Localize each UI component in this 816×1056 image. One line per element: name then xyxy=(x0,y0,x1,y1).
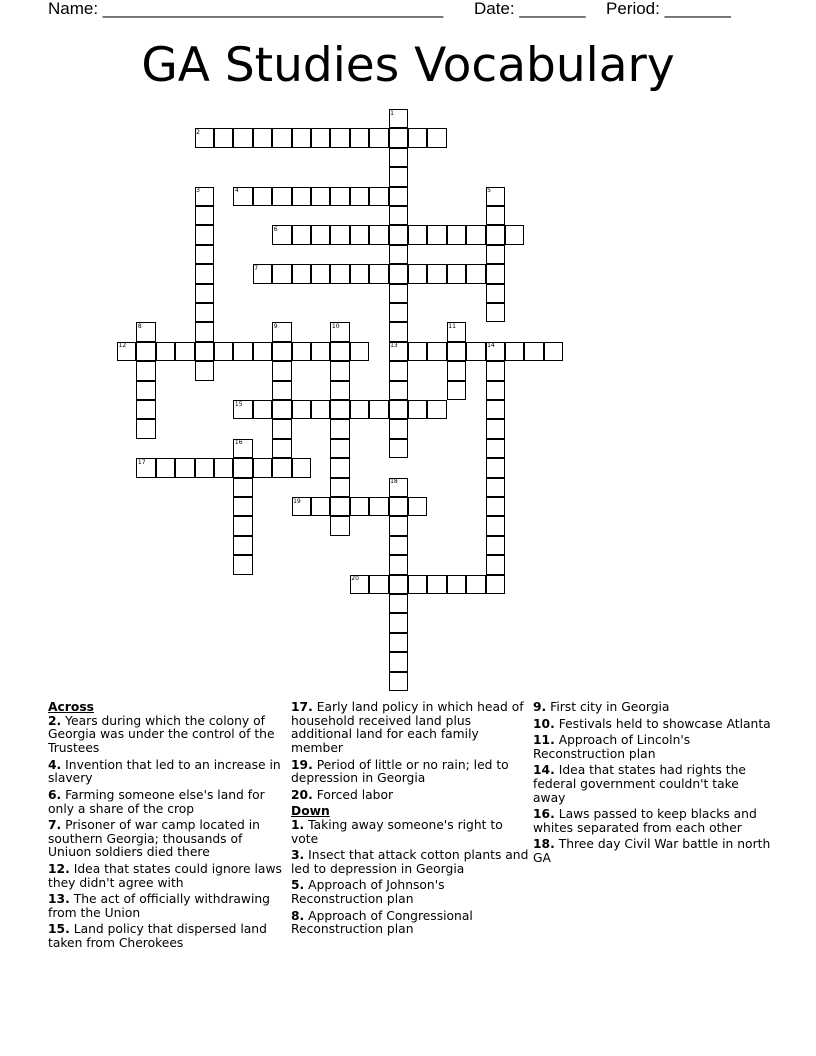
crossword-cell[interactable] xyxy=(427,264,446,283)
crossword-cell[interactable] xyxy=(486,381,505,400)
crossword-cell[interactable] xyxy=(486,516,505,535)
crossword-cell[interactable] xyxy=(389,652,408,671)
crossword-cell[interactable] xyxy=(330,400,349,419)
clue-down-5: 5. Approach of Johnson's Reconstruction plan xyxy=(291,878,445,907)
crossword-cell[interactable] xyxy=(330,361,349,380)
clues-column-2 xyxy=(291,701,531,940)
crossword-cell[interactable] xyxy=(350,128,369,147)
crossword-cell[interactable] xyxy=(233,128,252,147)
crossword-cell[interactable] xyxy=(330,419,349,438)
crossword-cell[interactable] xyxy=(447,342,466,361)
clue-across-15: 15. Land policy that dispersed land taken from Cherokees xyxy=(48,922,267,951)
crossword-cell[interactable] xyxy=(272,458,291,477)
across-heading: Across xyxy=(48,700,94,714)
crossword-cell[interactable] xyxy=(350,342,369,361)
crossword-cell[interactable] xyxy=(486,458,505,477)
crossword-cell[interactable] xyxy=(136,419,155,438)
crossword-cell[interactable] xyxy=(427,128,446,147)
crossword-cell[interactable] xyxy=(447,264,466,283)
crossword-cell[interactable] xyxy=(272,439,291,458)
crossword-cell[interactable] xyxy=(389,303,408,322)
clue-across-2: 2. Years during which the colony of Georgia was under the control of the Trustees xyxy=(48,713,275,756)
crossword-cell[interactable] xyxy=(311,264,330,283)
crossword-cell[interactable] xyxy=(272,128,291,147)
crossword-cell[interactable] xyxy=(156,342,175,361)
crossword-cell[interactable] xyxy=(486,245,505,264)
crossword-cell[interactable] xyxy=(369,575,388,594)
crossword-cell[interactable] xyxy=(292,342,311,361)
clue-number-label: 2 xyxy=(196,128,200,136)
crossword-cell[interactable] xyxy=(389,497,408,516)
crossword-cell[interactable] xyxy=(466,264,485,283)
crossword-cell[interactable] xyxy=(195,245,214,264)
crossword-cell[interactable] xyxy=(427,400,446,419)
crossword-cell[interactable] xyxy=(195,303,214,322)
clue-down-16: 16. Laws passed to keep blacks and whites separated from each other xyxy=(533,807,757,835)
crossword-cell[interactable] xyxy=(292,128,311,147)
crossword-cell[interactable] xyxy=(214,458,233,477)
crossword-cell[interactable] xyxy=(544,342,563,361)
crossword-cell[interactable] xyxy=(389,245,408,264)
crossword-cell[interactable] xyxy=(350,400,369,419)
crossword-cell[interactable] xyxy=(350,225,369,244)
crossword-cell[interactable] xyxy=(195,206,214,225)
crossword-cell[interactable] xyxy=(330,458,349,477)
clue-across-20: 20. Forced labor xyxy=(291,787,394,802)
crossword-cell[interactable] xyxy=(486,536,505,555)
crossword-cell[interactable] xyxy=(369,187,388,206)
crossword-cell[interactable] xyxy=(389,284,408,303)
crossword-cell[interactable] xyxy=(486,361,505,380)
crossword-cell[interactable] xyxy=(272,361,291,380)
crossword-cell[interactable] xyxy=(195,225,214,244)
crossword-cell[interactable] xyxy=(486,555,505,574)
crossword-cell[interactable] xyxy=(330,225,349,244)
clue-number-label: 18 xyxy=(390,478,398,486)
clue-across-17: 17. Early land policy in which head of household received land plus additional land for each family member xyxy=(291,700,524,756)
clue-down-8: 8. Approach of Congressional Reconstruction plan xyxy=(291,908,473,937)
clue-number-label: 12 xyxy=(118,342,127,350)
crossword-cell[interactable] xyxy=(233,536,252,555)
crossword-cell[interactable] xyxy=(486,206,505,225)
clue-number-label: 20 xyxy=(351,575,359,583)
crossword-cell[interactable] xyxy=(486,439,505,458)
crossword-cell[interactable] xyxy=(195,342,214,361)
clue-down-9: 9. First city in Georgia xyxy=(533,700,670,714)
clue-number-label: 16 xyxy=(234,439,243,447)
crossword-cell[interactable] xyxy=(466,575,485,594)
crossword-cell[interactable] xyxy=(486,225,505,244)
crossword-cell[interactable] xyxy=(408,225,427,244)
crossword-cell[interactable] xyxy=(253,400,272,419)
crossword-cell[interactable] xyxy=(311,187,330,206)
crossword-cell[interactable] xyxy=(389,594,408,613)
clue-across-6: 6. Farming someone else's land for only a share of the crop xyxy=(48,787,265,816)
clue-down-3: 3. Insect that attack cotton plants and led to depression in Georgia xyxy=(291,848,529,876)
crossword-cell[interactable] xyxy=(233,516,252,535)
down-heading: Down xyxy=(291,804,330,819)
crossword-cell[interactable] xyxy=(272,381,291,400)
crossword-cell[interactable] xyxy=(253,458,272,477)
crossword-cell[interactable] xyxy=(175,458,194,477)
crossword-cell[interactable] xyxy=(389,225,408,244)
crossword-cell[interactable] xyxy=(330,439,349,458)
crossword-cell[interactable] xyxy=(389,167,408,186)
crossword-cell[interactable] xyxy=(292,225,311,244)
clue-down-1: 1. Taking away someone's right to vote xyxy=(291,818,503,846)
crossword-cell[interactable] xyxy=(195,264,214,283)
crossword-cell[interactable] xyxy=(272,187,291,206)
crossword-cell[interactable] xyxy=(447,225,466,244)
crossword-cell[interactable] xyxy=(330,128,349,147)
clue-number-label: 10 xyxy=(331,322,340,330)
crossword-cell[interactable] xyxy=(389,400,408,419)
clue-number-label: 13 xyxy=(390,342,398,350)
crossword-cell[interactable] xyxy=(427,575,446,594)
crossword-cell[interactable] xyxy=(389,672,408,691)
page-title: GA Studies Vocabulary xyxy=(141,38,675,93)
crossword-cell[interactable] xyxy=(389,187,408,206)
crossword-cell[interactable] xyxy=(292,264,311,283)
clue-across-7: 7. Prisoner of war camp located in southern Georgia; thousands of Uniuon soldiers died there xyxy=(48,818,260,860)
crossword-cell[interactable] xyxy=(389,361,408,380)
crossword-cell[interactable] xyxy=(369,497,388,516)
crossword-cell[interactable] xyxy=(272,342,291,361)
crossword-cell[interactable] xyxy=(486,303,505,322)
crossword-cell[interactable] xyxy=(330,187,349,206)
crossword-cell[interactable] xyxy=(427,342,446,361)
clue-number-label: 11 xyxy=(448,322,456,330)
crossword-cell[interactable] xyxy=(524,342,543,361)
clues-column-1 xyxy=(48,701,288,954)
crossword-cell[interactable] xyxy=(389,439,408,458)
crossword-cell[interactable] xyxy=(389,264,408,283)
crossword-cell[interactable] xyxy=(486,575,505,594)
crossword-cell[interactable] xyxy=(369,400,388,419)
crossword-cell[interactable] xyxy=(389,381,408,400)
crossword-cell[interactable] xyxy=(330,342,349,361)
crossword-cell[interactable] xyxy=(311,128,330,147)
crossword-cell[interactable] xyxy=(233,342,252,361)
crossword-cell[interactable] xyxy=(253,128,272,147)
crossword-cell[interactable] xyxy=(233,458,252,477)
crossword-cell[interactable] xyxy=(292,458,311,477)
clue-across-13: 13. The act of officially withdrawing from the Union xyxy=(48,892,270,920)
crossword-cell[interactable] xyxy=(389,128,408,147)
crossword-cell[interactable] xyxy=(253,187,272,206)
crossword-cell[interactable] xyxy=(486,400,505,419)
crossword-cell[interactable] xyxy=(505,342,524,361)
crossword-cell[interactable] xyxy=(486,264,505,283)
clue-down-10: 10. Festivals held to showcase Atlanta xyxy=(533,716,771,731)
crossword-cell[interactable] xyxy=(447,361,466,380)
crossword-cell[interactable] xyxy=(389,419,408,438)
crossword-cell[interactable] xyxy=(233,497,252,516)
crossword-cell[interactable] xyxy=(214,128,233,147)
clue-number-label: 5 xyxy=(487,187,491,195)
crossword-cell[interactable] xyxy=(486,497,505,516)
crossword-cell[interactable] xyxy=(427,225,446,244)
crossword-cell[interactable] xyxy=(408,575,427,594)
crossword-cell[interactable] xyxy=(486,478,505,497)
crossword-cell[interactable] xyxy=(389,633,408,652)
clue-number-label: 17 xyxy=(137,458,146,466)
clue-down-18: 18. Three day Civil War battle in north GA xyxy=(533,837,771,866)
clue-number-label: 7 xyxy=(254,264,259,272)
clue-down-14: 14. Idea that states had rights the federal government couldn't take away xyxy=(533,763,746,805)
crossword-cell[interactable] xyxy=(136,361,155,380)
crossword-cell[interactable] xyxy=(136,342,155,361)
crossword-cell[interactable] xyxy=(408,342,427,361)
crossword-cell[interactable] xyxy=(136,400,155,419)
crossword-cell[interactable] xyxy=(272,400,291,419)
crossword-cell[interactable] xyxy=(195,322,214,341)
crossword-cell[interactable] xyxy=(330,381,349,400)
crossword-cell[interactable] xyxy=(408,400,427,419)
clue-number-label: 6 xyxy=(273,225,278,233)
crossword-cell[interactable] xyxy=(195,284,214,303)
clue-across-12: 12. Idea that states could ignore laws they didn't agree with xyxy=(48,861,282,890)
crossword-cell[interactable] xyxy=(195,361,214,380)
crossword-cell[interactable] xyxy=(350,187,369,206)
clue-number-label: 3 xyxy=(196,187,200,195)
crossword-cell[interactable] xyxy=(369,264,388,283)
clue-down-11: 11. Approach of Lincoln's Reconstruction plan xyxy=(533,733,691,761)
clue-number-label: 1 xyxy=(390,109,394,117)
crossword-cell[interactable] xyxy=(175,342,194,361)
crossword-cell[interactable] xyxy=(389,322,408,341)
crossword-cell[interactable] xyxy=(369,225,388,244)
crossword-cell[interactable] xyxy=(233,555,252,574)
crossword-cell[interactable] xyxy=(253,342,272,361)
crossword-cell[interactable] xyxy=(466,225,485,244)
crossword-cell[interactable] xyxy=(389,575,408,594)
clue-number-label: 14 xyxy=(487,342,495,350)
period-field[interactable]: Period: _______ xyxy=(606,0,731,18)
crossword-cell[interactable] xyxy=(486,419,505,438)
crossword-cell[interactable] xyxy=(330,478,349,497)
clue-number-label: 4 xyxy=(234,187,239,195)
crossword-cell[interactable] xyxy=(466,342,485,361)
crossword-cell[interactable] xyxy=(311,497,330,516)
clue-across-4: 4. Invention that led to an increase in slavery xyxy=(48,757,281,786)
crossword-cell[interactable] xyxy=(350,264,369,283)
crossword-cell[interactable] xyxy=(311,400,330,419)
crossword-cell[interactable] xyxy=(292,400,311,419)
crossword-cell[interactable] xyxy=(272,419,291,438)
crossword-cell[interactable] xyxy=(311,342,330,361)
crossword-cell[interactable] xyxy=(350,497,369,516)
crossword-cell[interactable] xyxy=(389,516,408,535)
crossword-cell[interactable] xyxy=(408,497,427,516)
crossword-cell[interactable] xyxy=(292,187,311,206)
crossword-cell[interactable] xyxy=(156,458,175,477)
crossword-cell[interactable] xyxy=(389,148,408,167)
crossword-cell[interactable] xyxy=(233,478,252,497)
name-field[interactable]: Name: ____________________________________ xyxy=(48,0,444,18)
clue-number-label: 15 xyxy=(234,400,243,408)
date-field[interactable]: Date: _______ xyxy=(474,0,586,18)
crossword-cell[interactable] xyxy=(330,264,349,283)
crossword-cell[interactable] xyxy=(272,264,291,283)
crossword-cell[interactable] xyxy=(369,128,388,147)
crossword-cell[interactable] xyxy=(389,613,408,632)
crossword-cell[interactable] xyxy=(408,264,427,283)
crossword-cell[interactable] xyxy=(311,225,330,244)
crossword-cell[interactable] xyxy=(389,555,408,574)
crossword-cell[interactable] xyxy=(330,516,349,535)
crossword-cell[interactable] xyxy=(408,128,427,147)
crossword-cell[interactable] xyxy=(505,225,524,244)
crossword-cell[interactable] xyxy=(389,536,408,555)
crossword-cell[interactable] xyxy=(195,458,214,477)
clue-number-label: 9 xyxy=(273,322,278,330)
crossword-cell[interactable] xyxy=(447,381,466,400)
crossword-cell[interactable] xyxy=(214,342,233,361)
clue-number-label: 19 xyxy=(293,497,301,505)
clue-across-19: 19. Period of little or no rain; led to depression in Georgia xyxy=(291,757,509,786)
crossword-cell[interactable] xyxy=(330,497,349,516)
crossword-cell[interactable] xyxy=(447,575,466,594)
clue-number-label: 8 xyxy=(137,322,142,330)
clues-column-3 xyxy=(533,701,773,869)
crossword-cell[interactable] xyxy=(136,381,155,400)
crossword-cell[interactable] xyxy=(389,206,408,225)
crossword-cell[interactable] xyxy=(486,284,505,303)
